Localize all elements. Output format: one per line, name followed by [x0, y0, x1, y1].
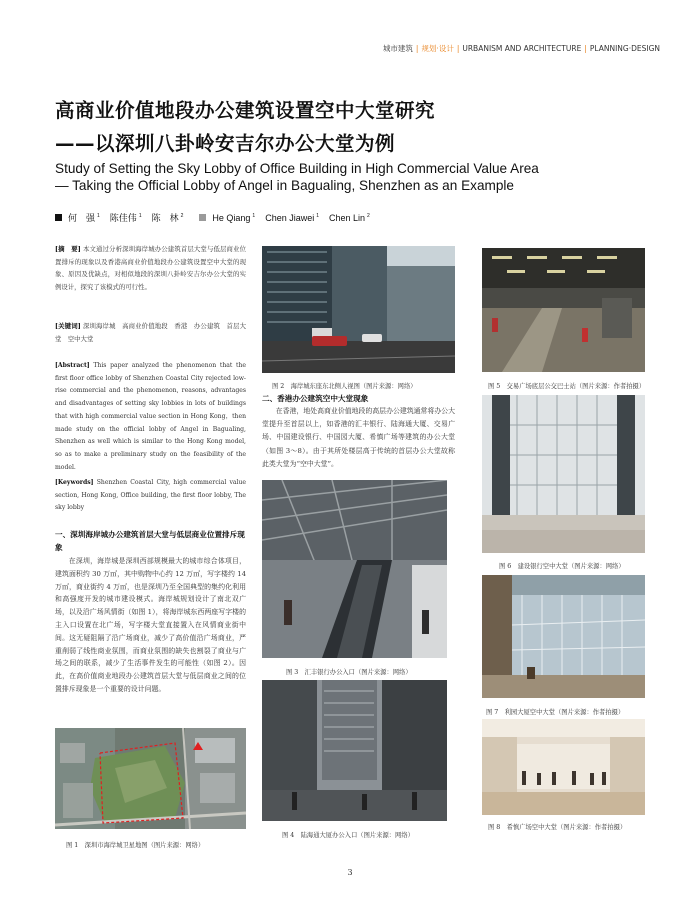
figure-1-satellite-map: [55, 728, 246, 829]
author-zh-3: 陈 林: [151, 213, 179, 223]
figure-7-caption: 图 7 利园大厦空中大堂（图片来源：作者拍摄）: [486, 709, 625, 716]
figure-8-caption: 图 8 希慎广场空中大堂（图片来源：作者拍摄）: [488, 824, 627, 831]
figure-3-photo: [262, 480, 447, 658]
abstract-en: [Abstract] This paper analyzed the phenomenon that the first floor office lobby of Shenzhen Coastal City rejected low-rise commercial and the phenomenon, reasons, advantages and disadvantages of setting sky lobbies in lots of buildings that with high commercial value section in Hong Kong，then made study on the official lobby of Angel in Bagualing, Shenzhen as well which is similar to the Hong Kong model, so as to make a preliminary study on the feasibility of the model.: [55, 362, 246, 471]
header-section-en: PLANNING·DESIGN: [589, 44, 660, 53]
author-en-2: Chen Jiawei: [265, 213, 315, 223]
title-en-line2: — Taking the Official Lobby of Angel in Bagualing, Shenzhen as an Example: [55, 178, 514, 193]
section-1-heading: 一、深圳海岸城办公建筑首层大堂与低层商业位置排斥现象: [55, 530, 245, 552]
author-zh-1: 何 强: [68, 213, 96, 223]
figure-3-caption: 图 3 汇丰银行办公入口（图片来源：网络）: [286, 669, 412, 676]
figure-5-caption: 图 5 交易广场底层公交巴士站（图片来源：作者拍摄）: [488, 383, 646, 390]
abstract-zh: [摘 要] 本文通过分析深圳海岸城办公建筑首层大堂与低层商业位置排斥的现象以及香港高商业价值地段办公建筑设置空中大堂的现象、原因及优缺点，对相似地段的深圳八卦岭安吉尔办公大堂的实例设计，探究了该模式的可行性。: [55, 245, 246, 291]
title-en-line1: Study of Setting the Sky Lobby of Office Building in High Commercial Value Area: [55, 161, 539, 176]
square-bullet-icon: [199, 214, 206, 221]
section-1-body: 在深圳，海岸城是深圳西部规模最大的城市综合体项目，建筑面积约 30 万㎡，其中购物中心约 12 万㎡，写字楼约 14 万㎡，商业街约 4 万㎡，也是深圳乃至全国典型的集约化利用和高强度开发的城市建设模式。海岸城规划设计了南北双广场，以及沿广场风情街（如图 1），将海岸城东西两座写字楼的主入口设置在北广场，写字楼大堂直接置入在风情商业街中间。这无疑阻隔了沿广场商业，减少了高价值沿广场商业，严重削弱了线性商业氛围，而商业氛围的缺失也割裂了商业与广场之间的联系，减少了生活事件发生的可能性（如图 2）。因此，在高价值商业地段办公建筑首层大堂与低层商业之间的位置排斥现象是一个重要的设计问题。: [55, 557, 246, 693]
figure-1-caption: 图 1 深圳市海岸城卫星地图（图片来源：网络）: [66, 842, 205, 849]
title-zh-line2: ——以深圳八卦岭安吉尔办公大堂为例: [55, 132, 396, 155]
figure-2-photo: [262, 246, 455, 373]
author-zh-2: 陈佳伟: [109, 213, 137, 223]
header-section-zh: 规划·设计: [421, 44, 454, 53]
figure-5-photo: [482, 248, 645, 372]
author-en-3: Chen Lin: [329, 213, 366, 223]
figure-7-photo: [482, 575, 645, 698]
figure-6-photo: [482, 395, 645, 553]
section-2-heading: 二、香港办公建筑空中大堂现象: [262, 394, 369, 403]
header-journal-zh: 城市建筑: [382, 44, 413, 53]
section-2-body: 在香港，地处高商业价值地段的高层办公建筑通常将办公大堂提升至首层以上，如香港的汇丰银行、陆海通大厦、交易广场、中国建设银行、中国园大厦、希慎广场等建筑的办公大堂（如图 3～8）。由于其所处楼层高于传统的首层办公大堂故称此类大堂为“空中大堂”。: [262, 407, 455, 468]
keywords-en: [Keywords] Shenzhen Coastal City, high commercial value section, Hong Kong, Office building, the first floor lobby, The sky lobby: [55, 479, 246, 512]
keywords-zh: [关键词] 深圳海岸城 高商业价值地段 香港 办公建筑 首层大堂 空中大堂: [55, 322, 246, 343]
header-journal-en: URBANISM AND ARCHITECTURE: [462, 44, 582, 53]
figure-4-caption: 图 4 陆海通大厦办公入口（图片来源：网络）: [282, 832, 414, 839]
author-line: 何 强 $^1$ 陈佳伟 $^1$ 陈 林 $^2$ He Qiang $^1$ Chen Jiawei $^1$ Chen Lin $^2$: [55, 211, 380, 224]
figure-2-caption: 图 2 海岸城东座东北侧人视图（图片来源：网络）: [272, 383, 417, 390]
page-number: 3: [347, 868, 353, 877]
title-zh-line1: 高商业价值地段办公建筑设置空中大堂研究: [55, 99, 436, 122]
figure-8-photo: [482, 719, 645, 815]
author-en-1: He Qiang: [212, 213, 251, 223]
figure-4-photo: [262, 680, 447, 821]
figure-6-caption: 图 6 建设银行空中大堂（图片来源：网络）: [499, 563, 625, 570]
running-header: 城市建筑 | 规划·设计 | URBANISM AND ARCHITECTURE | PLANNING·DESIGN: [382, 44, 660, 53]
square-bullet-icon: [55, 214, 62, 221]
